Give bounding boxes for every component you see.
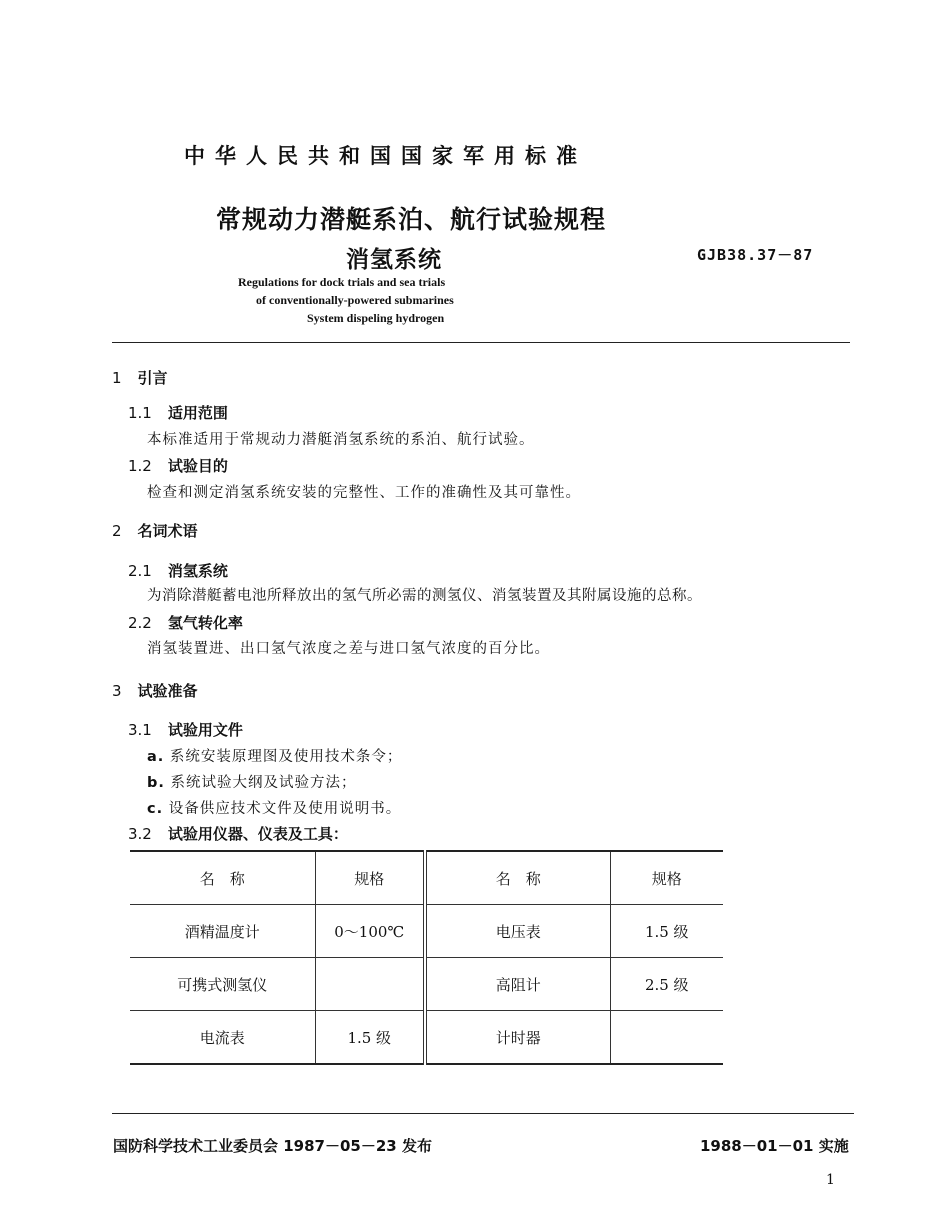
section-title: 试验准备 xyxy=(137,682,198,700)
section-title: 氢气转化率 xyxy=(167,614,243,632)
english-title-line-2: of conventionally-powered submarines xyxy=(256,293,454,307)
table-cell: 0～100℃ xyxy=(315,905,425,958)
issue-date: 国防科学技术工业委员会 1987－05－23 发布 xyxy=(113,1137,432,1155)
section-number: 3 xyxy=(112,682,122,700)
section-title: 适用范围 xyxy=(167,404,228,422)
document-subtitle: 消氢系统 xyxy=(346,247,442,273)
column-header-name: 名 称 xyxy=(130,851,315,905)
section-number: 2 xyxy=(112,522,122,540)
section-1-1-heading xyxy=(128,402,228,423)
section-1-2-heading xyxy=(128,455,228,476)
section-3-2-heading xyxy=(128,823,348,844)
section-2-1-text: 为消除潜艇蓄电池所释放出的氢气所必需的测氢仪、消氢装置及其附属设施的总称。 xyxy=(147,588,702,604)
section-1-heading xyxy=(112,367,168,388)
list-item-marker: b. xyxy=(147,775,165,791)
table-cell: 1.5 级 xyxy=(315,1011,425,1065)
list-item xyxy=(147,745,402,766)
list-item-text: 系统试验大纲及试验方法； xyxy=(170,775,357,791)
section-title: 试验用仪器、仪表及工具： xyxy=(167,825,348,843)
section-1-2-text: 检查和测定消氢系统安装的完整性、工作的准确性及其可靠性。 xyxy=(147,485,581,501)
list-item-marker: c. xyxy=(147,801,164,817)
section-title: 引言 xyxy=(137,369,168,387)
section-title: 试验目的 xyxy=(167,457,228,475)
table-cell: 高阻计 xyxy=(425,958,610,1011)
section-title: 试验用文件 xyxy=(167,721,243,739)
section-1-1-text: 本标准适用于常规动力潜艇消氢系统的系泊、航行试验。 xyxy=(147,432,535,448)
list-item-marker: a. xyxy=(147,749,165,765)
table-header-row xyxy=(130,851,723,905)
header-divider xyxy=(112,342,850,343)
table-row xyxy=(130,905,723,958)
list-item-text: 系统安装原理图及使用技术条令； xyxy=(169,749,403,765)
instrument-table xyxy=(130,850,723,1065)
section-number: 2.1 xyxy=(128,562,152,580)
table-cell xyxy=(610,1011,723,1065)
section-3-heading xyxy=(112,680,198,701)
page-number: 1 xyxy=(826,1172,835,1188)
list-item-text: 设备供应技术文件及使用说明书。 xyxy=(168,801,402,817)
document-title: 常规动力潜艇系泊、航行试验规程 xyxy=(216,205,607,234)
section-number: 1.1 xyxy=(128,404,152,422)
table-cell: 计时器 xyxy=(425,1011,610,1065)
english-title-line-3: System dispeling hydrogen xyxy=(307,311,445,325)
section-2-heading xyxy=(112,520,198,541)
table-cell: 2.5 级 xyxy=(610,958,723,1011)
effective-date: 1988－01－01 实施 xyxy=(700,1137,849,1155)
section-2-2-heading xyxy=(128,612,243,633)
table-cell xyxy=(315,958,425,1011)
section-number: 3.2 xyxy=(128,825,152,843)
table-cell: 电压表 xyxy=(425,905,610,958)
table-cell: 1.5 级 xyxy=(610,905,723,958)
column-header-spec: 规格 xyxy=(315,851,425,905)
section-number: 1.2 xyxy=(128,457,152,475)
section-title: 消氢系统 xyxy=(167,562,228,580)
table-row xyxy=(130,1011,723,1065)
column-header-spec: 规格 xyxy=(610,851,723,905)
list-item xyxy=(147,797,401,818)
section-number: 3.1 xyxy=(128,721,152,739)
table-cell: 酒精温度计 xyxy=(130,905,315,958)
standard-number: GJB38.37－87 xyxy=(697,246,814,264)
table-row xyxy=(130,958,723,1011)
section-2-1-heading xyxy=(128,560,228,581)
footer-divider xyxy=(112,1113,854,1114)
column-header-name: 名 称 xyxy=(425,851,610,905)
section-2-2-text: 消氢装置进、出口氢气浓度之差与进口氢气浓度的百分比。 xyxy=(147,641,550,657)
issuing-authority-header: 中华人民共和国国家军用标准 xyxy=(184,144,587,168)
table-cell: 电流表 xyxy=(130,1011,315,1065)
english-title-line-1: Regulations for dock trials and sea trials xyxy=(238,275,446,289)
section-3-1-heading xyxy=(128,719,243,740)
section-number: 2.2 xyxy=(128,614,152,632)
section-number: 1 xyxy=(112,369,122,387)
list-item xyxy=(147,771,357,792)
table-cell: 可携式测氢仪 xyxy=(130,958,315,1011)
section-title: 名词术语 xyxy=(137,522,198,540)
